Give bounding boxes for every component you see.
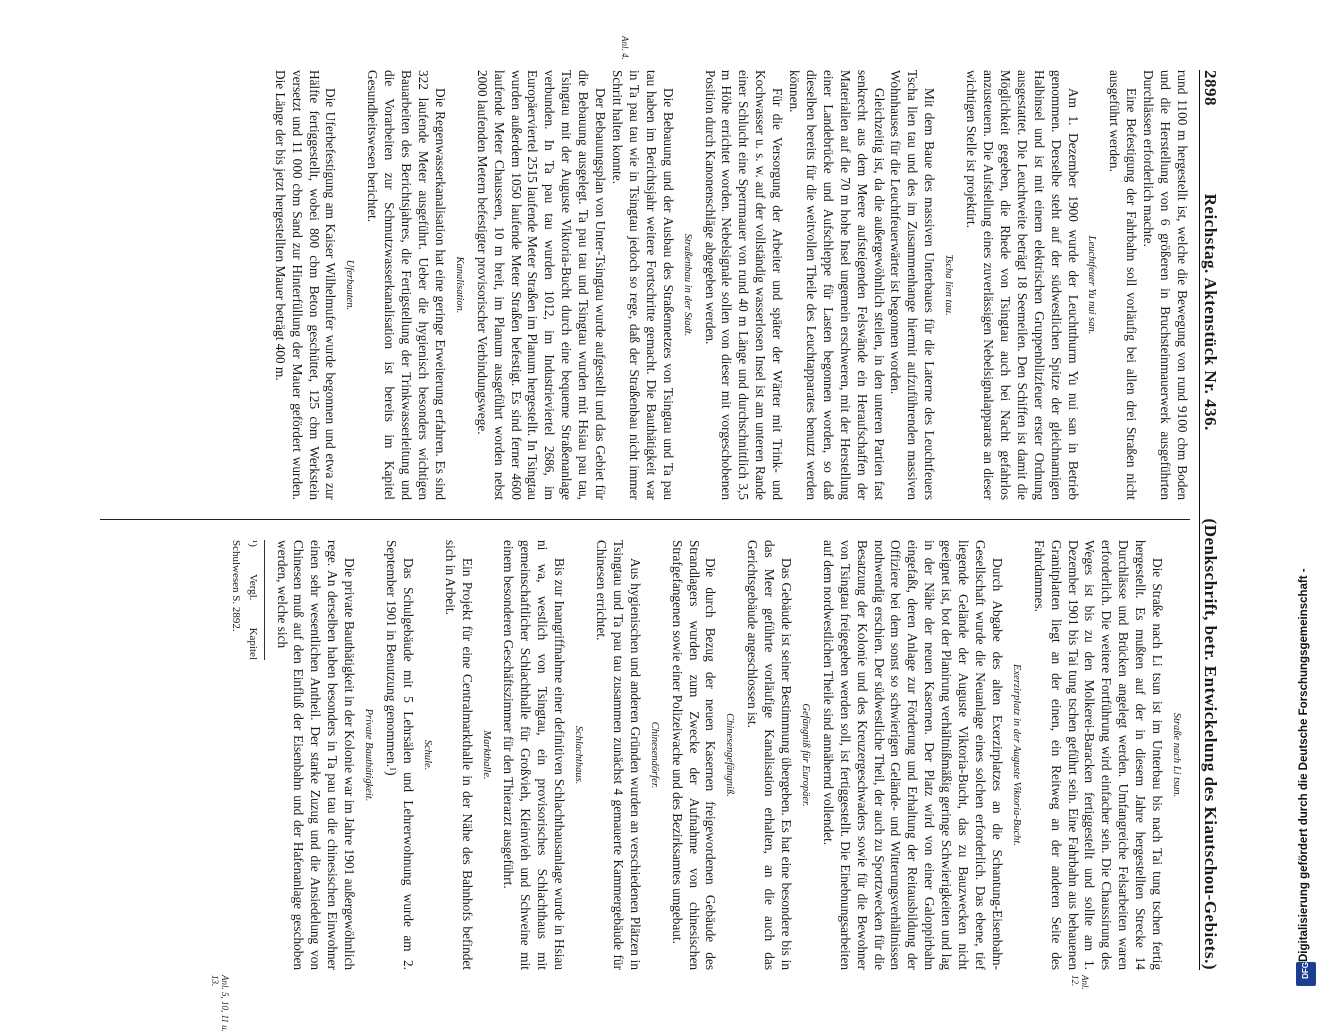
paragraph: Die Straße nach Li tsun ist im Unterbau bis nach Tai tung tschen fertig hergestellt. Es mußten auf der in diesem Jahre hergestellten Strecke 14 Durchlässe und Brücken angelegt werden. Umfangreiche Felsarbeiten waren erforderlich. Die weitere Fortführung wird einfacher sein. Die Chaussirung des Weges ist bis zu den Molkerei-Baracken fertiggestellt und sollte am 1. Dezember 1901 bis Tai tung tschen geführt sein. Eine Fahrbahn aus behauenen Granitplatten liegt an der einen, ein Reitweg an der anderen Seite des Fahrdammes. xyxy=(1031,540,1166,970)
paragraph: Am 1. Dezember 1900 wurde der Leuchtthurm Yu nui san in Betrieb genommen. Derselbe steht auf der südwestlichen Spitze der gleichnamigen Halbinsel und ist mit einem elektrischen Gruppenblitzfeuer erster Ordnung ausgestattet. Die Leuchtweite beträgt 18 Seemeilen. Den Schiffen ist damit die Möglichkeit gegeben, die Rhede von Tsingtau auch bei Nacht gefahrlos anzusteuern. Die Aufstellung eines zuverlässigen Nebelsignalapparats an dieser wichtigen Stelle ist projektirt. xyxy=(964,70,1081,500)
paragraph: Der Bebauungsplan von Unter-Tsingtau wurde aufgestellt und das Gebiet für die Bebauung ausgelegt. Ta pau tau und Tsingtau wurden mit Hsiau pau tau, Tsingtau mit der Auguste Viktoria-Bucht durch eine bequeme Straßenanlage verbunden. In Ta pau tau wurden 1012, im Industrieviertel 2686, im Europäerviertel 2515 laufende Meter Straßen im Planum hergestellt. In Tsingtau wurden außerdem 1050 laufende Meter Straßen befestigt. Es sind ferner 4600 laufende Meter Chausseen, 10 m breit, im Planum ausgeführt worden nebst 2000 laufenden Metern befestigter provisorischer Verbindungswege. xyxy=(474,70,609,500)
dfg-logo-label: DFG xyxy=(1301,962,1310,979)
funding-notice: Digitalisierung gefördert durch die Deutsche Forschungsgemeinschaft - xyxy=(1298,568,1310,962)
section-heading: Straße nach Li tsun. xyxy=(1171,712,1182,798)
section-heading: Chinesendörfer. xyxy=(648,721,660,789)
section-heading: Schlachthaus. xyxy=(573,725,585,785)
section-heading: Tscha lien tau. xyxy=(943,254,955,316)
section-heading: Kanalisation. xyxy=(453,256,465,314)
margin-note-left: Anl. 4. xyxy=(620,36,630,60)
paragraph: Gleichzeitig ist, da die außergewöhnlich steilen, in den unteren Partien fast senkrecht aus dem Meere aufsteigenden Felswände ein Heraufschaffen der Materialien auf die 70 m hohe Insel ungemein erschweren, mit der Herstellung einer Landebrücke und Aufschleppe für Lasten begonnen worden, so daß dieselben bereits für die weitvollen Theile des Leuchtapparates benutzt werden können. xyxy=(787,70,887,500)
paragraph: Das Schulgebäude mit 5 Lehrsälen und Lehrerwohnung wurde am 2. September 1901 in Benutzung genommen.¹) xyxy=(384,540,416,970)
paragraph: Aus hygienischen und anderen Gründen wurden an verschiedenen Plätzen in Tsingtau und Ta pau tau zusammen zunächst 4 gemauerte Kammergebäude für Chinesen errichtet. xyxy=(594,540,643,970)
margin-note-right: Anl. 12. xyxy=(1070,975,1090,990)
paragraph: Durch Abgabe des alten Exerzirplatzes an die Schantung-Eisenbahn-Gesellschaft wurde die Neuanlage eines solchen erforderlich. Das ebene, tief liegende Gelände der Auguste Viktoria-Bucht, das zu Bauzwecken nicht geeignet ist, bot der Planirung verhältnißmäßig geringe Schwierigkeiten und lag in der Nähe der neuen Kasernen. Der Platz wird von einer Galoppirbahn eingefaßt, deren Anlage zur Förderung und Erhaltung der Reitausbildung der Offiziere bei dem sonst so schwierigen Gelände- und Witterungsverhältnissen nothwendig erschien. Der südwestliche Theil, der auch zu Sportzwecken für die Besatzung der Kolonie und des Kreuzergeschwaders sowie für die Bewohner von Tsingtau freigegeben werden soll, ist fertiggestellt. Die Einebnungsarbeiten auf dem nordwestlichen Theile sind annähernd vollendet. xyxy=(820,540,1005,970)
section-heading: Exerzirplatz in der Auguste Viktoria-Bucht. xyxy=(1010,664,1022,846)
section-heading: Uferbauten. xyxy=(344,259,356,311)
dfg-logo xyxy=(1296,962,1316,986)
paragraph: Für die Versorgung der Arbeiter und später der Wärter mit Trink- und Kochwasser u. s. w. auf der vollständig wasserlosen Insel ist am unteren Rande einer Schlucht eine Sperrmauer von rund 40 m Länge und durchschnittlich 3,5 m Höhe errichtet worden. Nebelsignale sollen von dieser mit vorgeschobenen Position durch Kanonenschläge abgegeben werden. xyxy=(702,70,786,500)
running-title: Reichstag. Aktenstück Nr. 436. xyxy=(1201,193,1220,431)
section-heading: Schule. xyxy=(421,739,433,771)
paragraph: Die Uferbefestigung am Kaiser Wilhelmufer wurde begonnen und etwa zur Hälfte fertiggestellt, wobei 800 cbm Beton geschüttet, 125 cbm Werkstein versetzt und 11 000 cbm Sand zur Hinterfüllung der Mauer gefördert wurden. Die Länge der bis jetzt hergestellten Mauer beträgt 400 m. xyxy=(272,70,339,500)
document-subject: (Denkschrift, betr. Entwickelung des Kiautschou-Gebiets.) xyxy=(1201,518,1220,970)
column-divider xyxy=(100,519,1190,520)
scanned-page xyxy=(90,36,1230,1032)
left-column xyxy=(100,70,1190,500)
page-number: 2898 xyxy=(1201,70,1220,106)
section-heading: Markthalle. xyxy=(480,730,492,780)
section-heading: Leuchtfeuer Yu nui san. xyxy=(1086,235,1098,335)
section-heading: Chinesengefängniß. xyxy=(724,713,736,797)
paragraph: Die Bebauung und der Ausbau des Straßennetzes von Tsingtau und Ta pau tau haben im Berichtsjahr weitere Fortschritte gemacht. Die Bauthätigkeit war in Ta pau tau wie in Tsingtau jedoch so rege, daß der Straßenbau nicht immer Schritt halten konnte. xyxy=(610,70,676,500)
right-column xyxy=(100,540,1190,970)
page-header xyxy=(1199,70,1230,970)
paragraph: Die durch Bezug der neuen Kasernen freigewordenen Gebäude des Strandlagers wurden zum Zwecke der Aufnahme von chinesischen Strafgefangenen sowie einer Polizeiwache und des Bezirksamtes umgebaut. xyxy=(669,540,719,970)
paragraph: Eine Befestigung der Fahrbahn soll vorläufig bei allen drei Straßen nicht ausgeführt werden. xyxy=(1107,70,1140,500)
margin-note-right: Anl. 5, 10, 11 u. 13. xyxy=(210,975,230,1032)
paragraph: Die private Bauthätigkeit in der Kolonie war im Jahre 1901 außergewöhnlich rege. An derselben haben besonders in Ta pau tau die chinesischen Einwohner einen sehr wesentlichen Antheil. Der starke Zuzug und die Ansiedelung von Chinesen muß auf den Einfluß der Eisenbahn und der Hafenanlage geschoben werden, welche sich xyxy=(274,540,358,970)
footnote: ¹) Vergl. Kapitel Schulwesen S. 2892. xyxy=(227,540,265,660)
paragraph: rund 1100 m hergestellt ist, welche die Bewegung von rund 9100 cbm Boden und die Herstellung von 6 größeren in Bruchsteinmauerwerk ausgeführten Durchlässen erforderlich machte. xyxy=(1141,70,1190,500)
paragraph: Bis zur Inangriffnahme einer definitiven Schlachthausanlage wurde in Hsiau ni wa, westlich von Tsingtau, ein provisorisches Schlachthaus mit gemeinschaftlicher Schlachthalle für Großvieh, Kleinvieh und Schweine mit einem besonderen Geschäftszimmer für den Thierarzt ausgeführt. xyxy=(501,540,568,970)
paragraph: Ein Projekt für eine Centralmarkthalle in der Nähe des Bahnhofs befindet sich in Arbeit. xyxy=(442,540,475,970)
paragraph: Die Regenwasserkanalisation hat eine geringe Erweiterung erfahren. Es sind 322 laufende Meter ausgeführt. Ueber die hygienisch besonders wichtigen Bauarbeiten des Berichtsjahres, die Fertigstellung der Trinkwasserleitung und die Vorarbeiten zur Schmutzwasserkanalisation ist bereits im Kapitel Gesundheitswesen berichtet. xyxy=(365,70,448,500)
section-heading: Straßenbau in der Stadt. xyxy=(681,233,693,337)
section-heading: Private Bauthätigkeit. xyxy=(363,708,375,802)
paragraph: Mit dem Baue des massiven Unterbaues für die Laterne des Leuchtfeuers Tscha lien tau und des im Zusammenhange hiermit aufzuführenden massiven Wohnhauses für die Leuchtfeuerwärter ist begonnen worden. xyxy=(888,70,938,500)
paragraph: Das Gebäude ist seiner Bestimmung übergeben. Es hat eine besondere bis in das Meer geführte vorläufige Kanalisation erhalten, an die auch das Gerichtsgebäude angeschlossen ist. xyxy=(745,540,795,970)
section-heading: Gefängniß für Europäer. xyxy=(799,703,811,807)
digitization-sidebar xyxy=(1290,0,1324,1000)
